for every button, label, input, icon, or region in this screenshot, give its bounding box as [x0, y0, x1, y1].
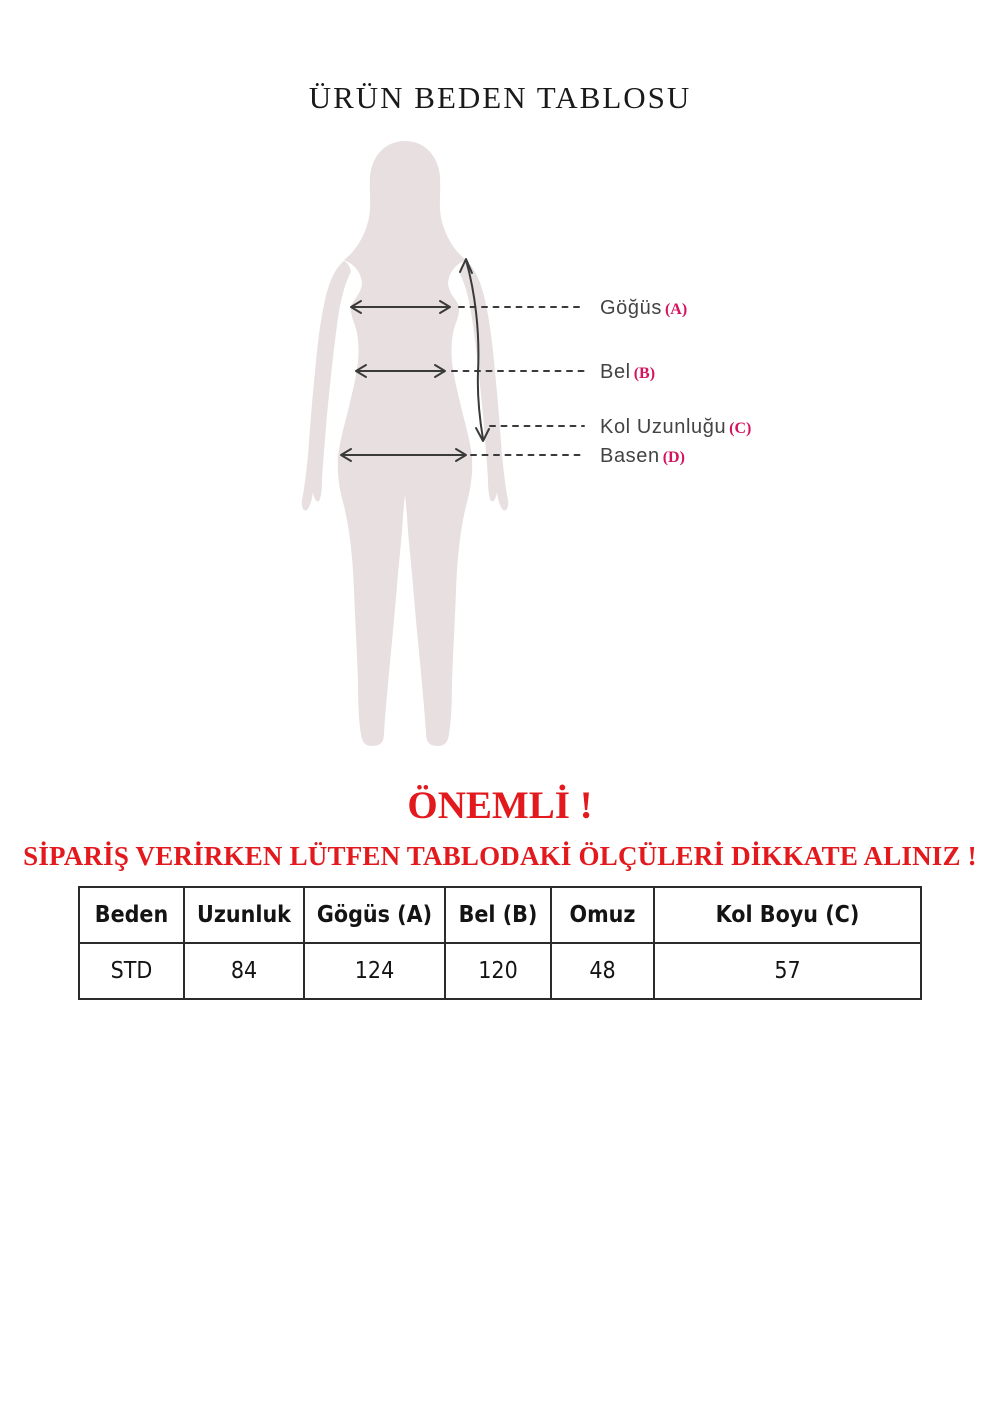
measurement-label-basen	[600, 444, 685, 468]
cell-uzunluk: 84	[184, 943, 304, 999]
female-silhouette-icon	[302, 141, 508, 746]
cell-kol-boyu: 57	[654, 943, 921, 999]
important-heading: ÖNEMLİ !	[407, 784, 593, 827]
warning-text: SİPARİŞ VERİRKEN LÜTFEN TABLODAKİ ÖLÇÜLERİ DİKKATE ALINIZ !	[23, 841, 977, 871]
cell-bel: 120	[445, 943, 551, 999]
measurement-label-text: Kol Uzunluğu	[600, 416, 727, 438]
cell-beden: STD	[79, 943, 184, 999]
measurement-label-kol-uzunlugu	[600, 415, 751, 439]
measurement-label-gogus	[600, 296, 687, 320]
measurement-label-text: Bel	[600, 361, 631, 383]
size-table-header-row	[79, 887, 921, 943]
col-header-omuz: Omuz	[551, 887, 654, 943]
cell-gogus: 124	[304, 943, 445, 999]
col-header-uzunluk: Uzunluk	[184, 887, 304, 943]
size-table-row-std	[79, 943, 921, 999]
measurement-code-a: (A)	[664, 301, 688, 318]
col-header-gogus: Gögüs (A)	[304, 887, 445, 943]
cell-omuz: 48	[551, 943, 654, 999]
measurement-label-text: Göğüs	[600, 297, 662, 319]
measurement-label-text: Basen	[600, 445, 660, 467]
measurement-code-d: (D)	[662, 449, 685, 466]
page-title: ÜRÜN BEDEN TABLOSU	[308, 80, 692, 115]
measurement-label-bel	[600, 360, 655, 384]
measurement-code-b: (B)	[633, 365, 656, 382]
size-table	[78, 886, 922, 1000]
col-header-beden: Beden	[79, 887, 184, 943]
leader-lines	[452, 307, 584, 455]
col-header-kol-boyu: Kol Boyu (C)	[654, 887, 921, 943]
measurement-code-c: (C)	[729, 420, 752, 437]
col-header-bel: Bel (B)	[445, 887, 551, 943]
